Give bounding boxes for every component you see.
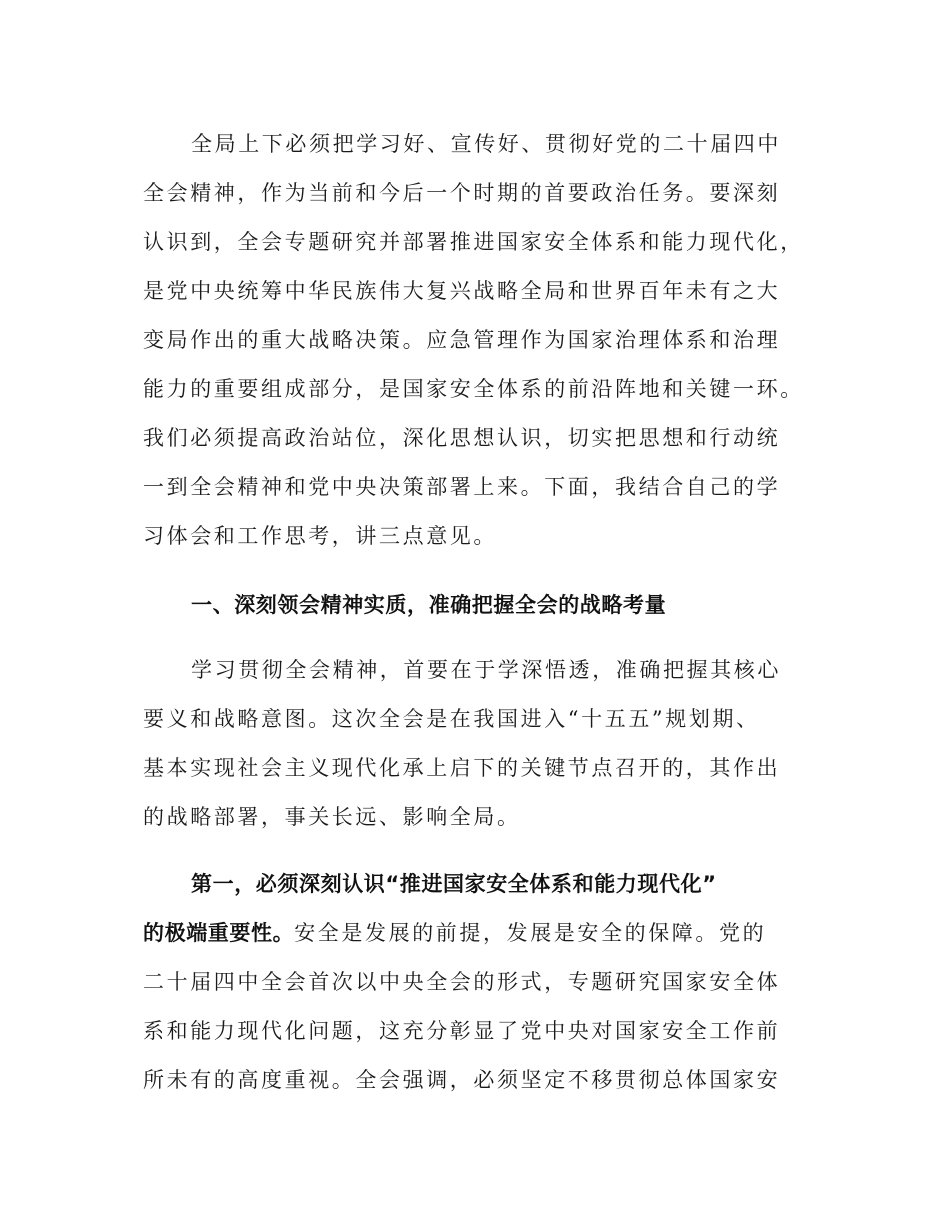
paragraph-3-line-5: 所未有的高度重视。全会强调，必须坚定不移贯彻总体国家安 [143, 1068, 781, 1092]
paragraph-1-line-9: 习体会和工作思考，讲三点意见。 [143, 524, 497, 548]
paragraph-1-line-5: 变局作出的重大战略决策。应急管理作为国家治理体系和治理 [143, 328, 781, 352]
paragraph-2-line-4: 的战略部署，事关长远、影响全局。 [143, 805, 521, 829]
paragraph-3-line-3: 二十届四中全会首次以中央全会的形式，专题研究国家安全体 [143, 970, 781, 994]
paragraph-1-line-4: 是党中央统筹中华民族伟大复兴战略全局和世界百年未有之大 [143, 279, 781, 303]
paragraph-1-line-7: 我们必须提高政治站位，深化思想认识，切实把思想和行动统 [143, 426, 781, 450]
section-heading-1: 一、深刻领会精神实质，准确把握全会的战略考量 [191, 593, 667, 617]
paragraph-3-line-2-rest: 安全是发展的前提，发展是安全的保障。党的 [294, 921, 767, 945]
paragraph-3-lead-line-1: 第一，必须深刻认识“推进国家安全体系和能力现代化” [191, 872, 717, 896]
paragraph-2-line-1: 学习贯彻全会精神，首要在于学深悟透，准确把握其核心 [191, 658, 781, 682]
paragraph-1-line-8: 一到全会精神和党中央决策部署上来。下面，我结合自己的学 [143, 475, 781, 499]
paragraph-1-line-3: 认识到，全会专题研究并部署推进国家安全体系和能力现代化， [143, 230, 804, 254]
paragraph-3-lead-bold: 的极端重要性。 [143, 921, 295, 945]
paragraph-2-line-2: 要义和战略意图。这次全会是在我国进入“十五五”规划期、 [143, 707, 760, 731]
paragraph-3-line-2 [143, 918, 823, 948]
paragraph-1-line-1: 全局上下必须把学习好、宣传好、贯彻好党的二十届四中 [191, 132, 781, 156]
paragraph-1-line-2: 全会精神，作为当前和今后一个时期的首要政治任务。要深刻 [143, 181, 781, 205]
paragraph-1-line-6: 能力的重要组成部分，是国家安全体系的前沿阵地和关键一环。 [143, 377, 804, 401]
paragraph-3-line-4: 系和能力现代化问题，这充分彰显了党中央对国家安全工作前 [143, 1019, 781, 1043]
paragraph-2-line-3: 基本实现社会主义现代化承上启下的关键节点召开的，其作出 [143, 756, 781, 780]
